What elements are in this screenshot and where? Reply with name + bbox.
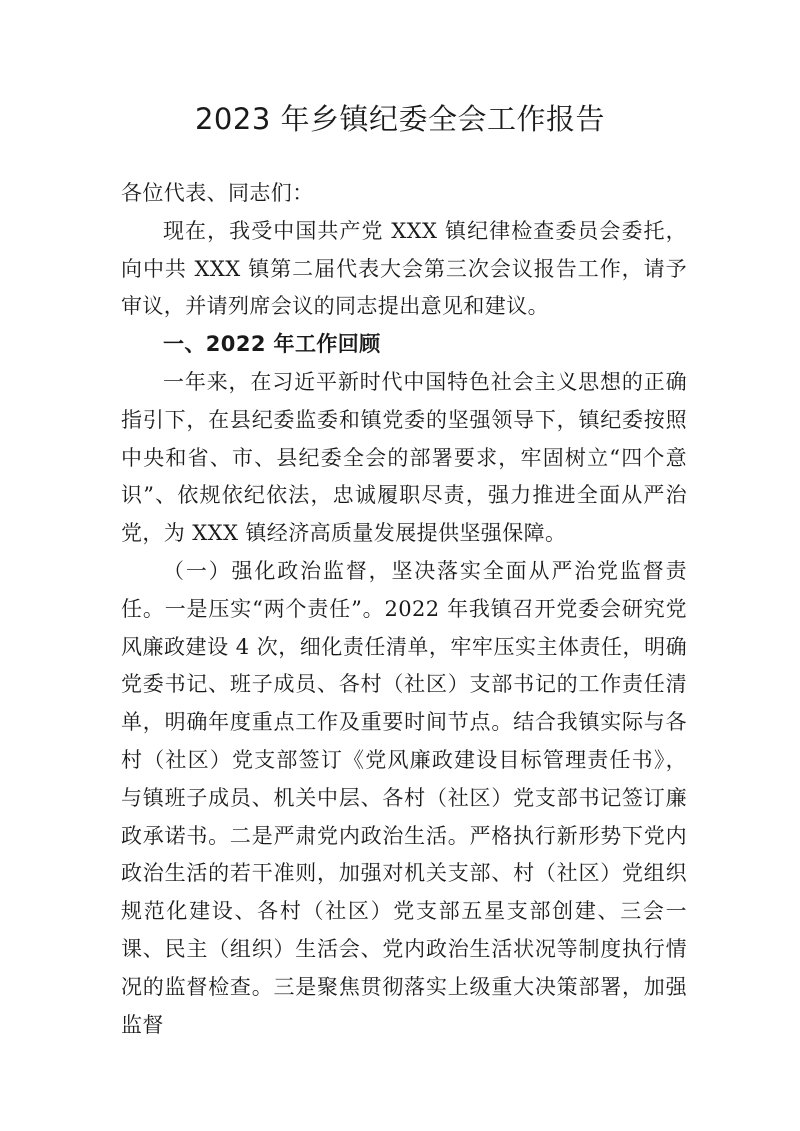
document-title: 2023 年乡镇纪委全会工作报告 [194,102,606,136]
paragraph-review: 一年来，在习近平新时代中国特色社会主义思想的正确指引下，在县纪委监委和镇党委的坚强领导下，镇纪委按照中央和省、市、县纪委全会的部署要求，牢固树立“四个意识”、依规依纪依法，忠诚履职尽责，强力推进全面从严治党，为 XXX 镇经济高质量发展提供坚强保障。 [121,369,687,546]
section-heading: 一、2022 年工作回顾 [163,332,381,357]
paragraph-supervision: （一）强化政治监督，坚决落实全面从严治党监督责任。一是压实“两个责任”。2022 年我镇召开党委会研究党风廉政建设 4 次，细化责任清单，牢牢压实主体责任，明确党委书记、班子成员、各村（社区）支部书记的工作责任清单，明确年度重点工作及重要时间节点。结合我镇实际与各村（社区）党支部签订《党风廉政建设目标管理责任书》，与镇班子成员、机关中层、各村（社区）党支部书记签订廉政承诺书。二是严肃党内政治生活。严格执行新形势下党内政治生活的若干准则，加强对机关支部、村（社区）党组织规范化建设、各村（社区）党支部五星支部创建、三会一课、民主（组织）生活会、党内政治生活状况等制度执行情况的监督检查。三是聚焦贯彻落实上级重大决策部署，加强监督 [121,558,687,1037]
document-body [121,175,687,1044]
salutation: 各位代表、同志们： [121,181,314,205]
paragraph-intro: 现在，我受中国共产党 XXX 镇纪律检查委员会委托，向中共 XXX 镇第二届代表大会第三次会议报告工作，请予审议，并请列席会议的同志提出意见和建议。 [121,218,687,319]
